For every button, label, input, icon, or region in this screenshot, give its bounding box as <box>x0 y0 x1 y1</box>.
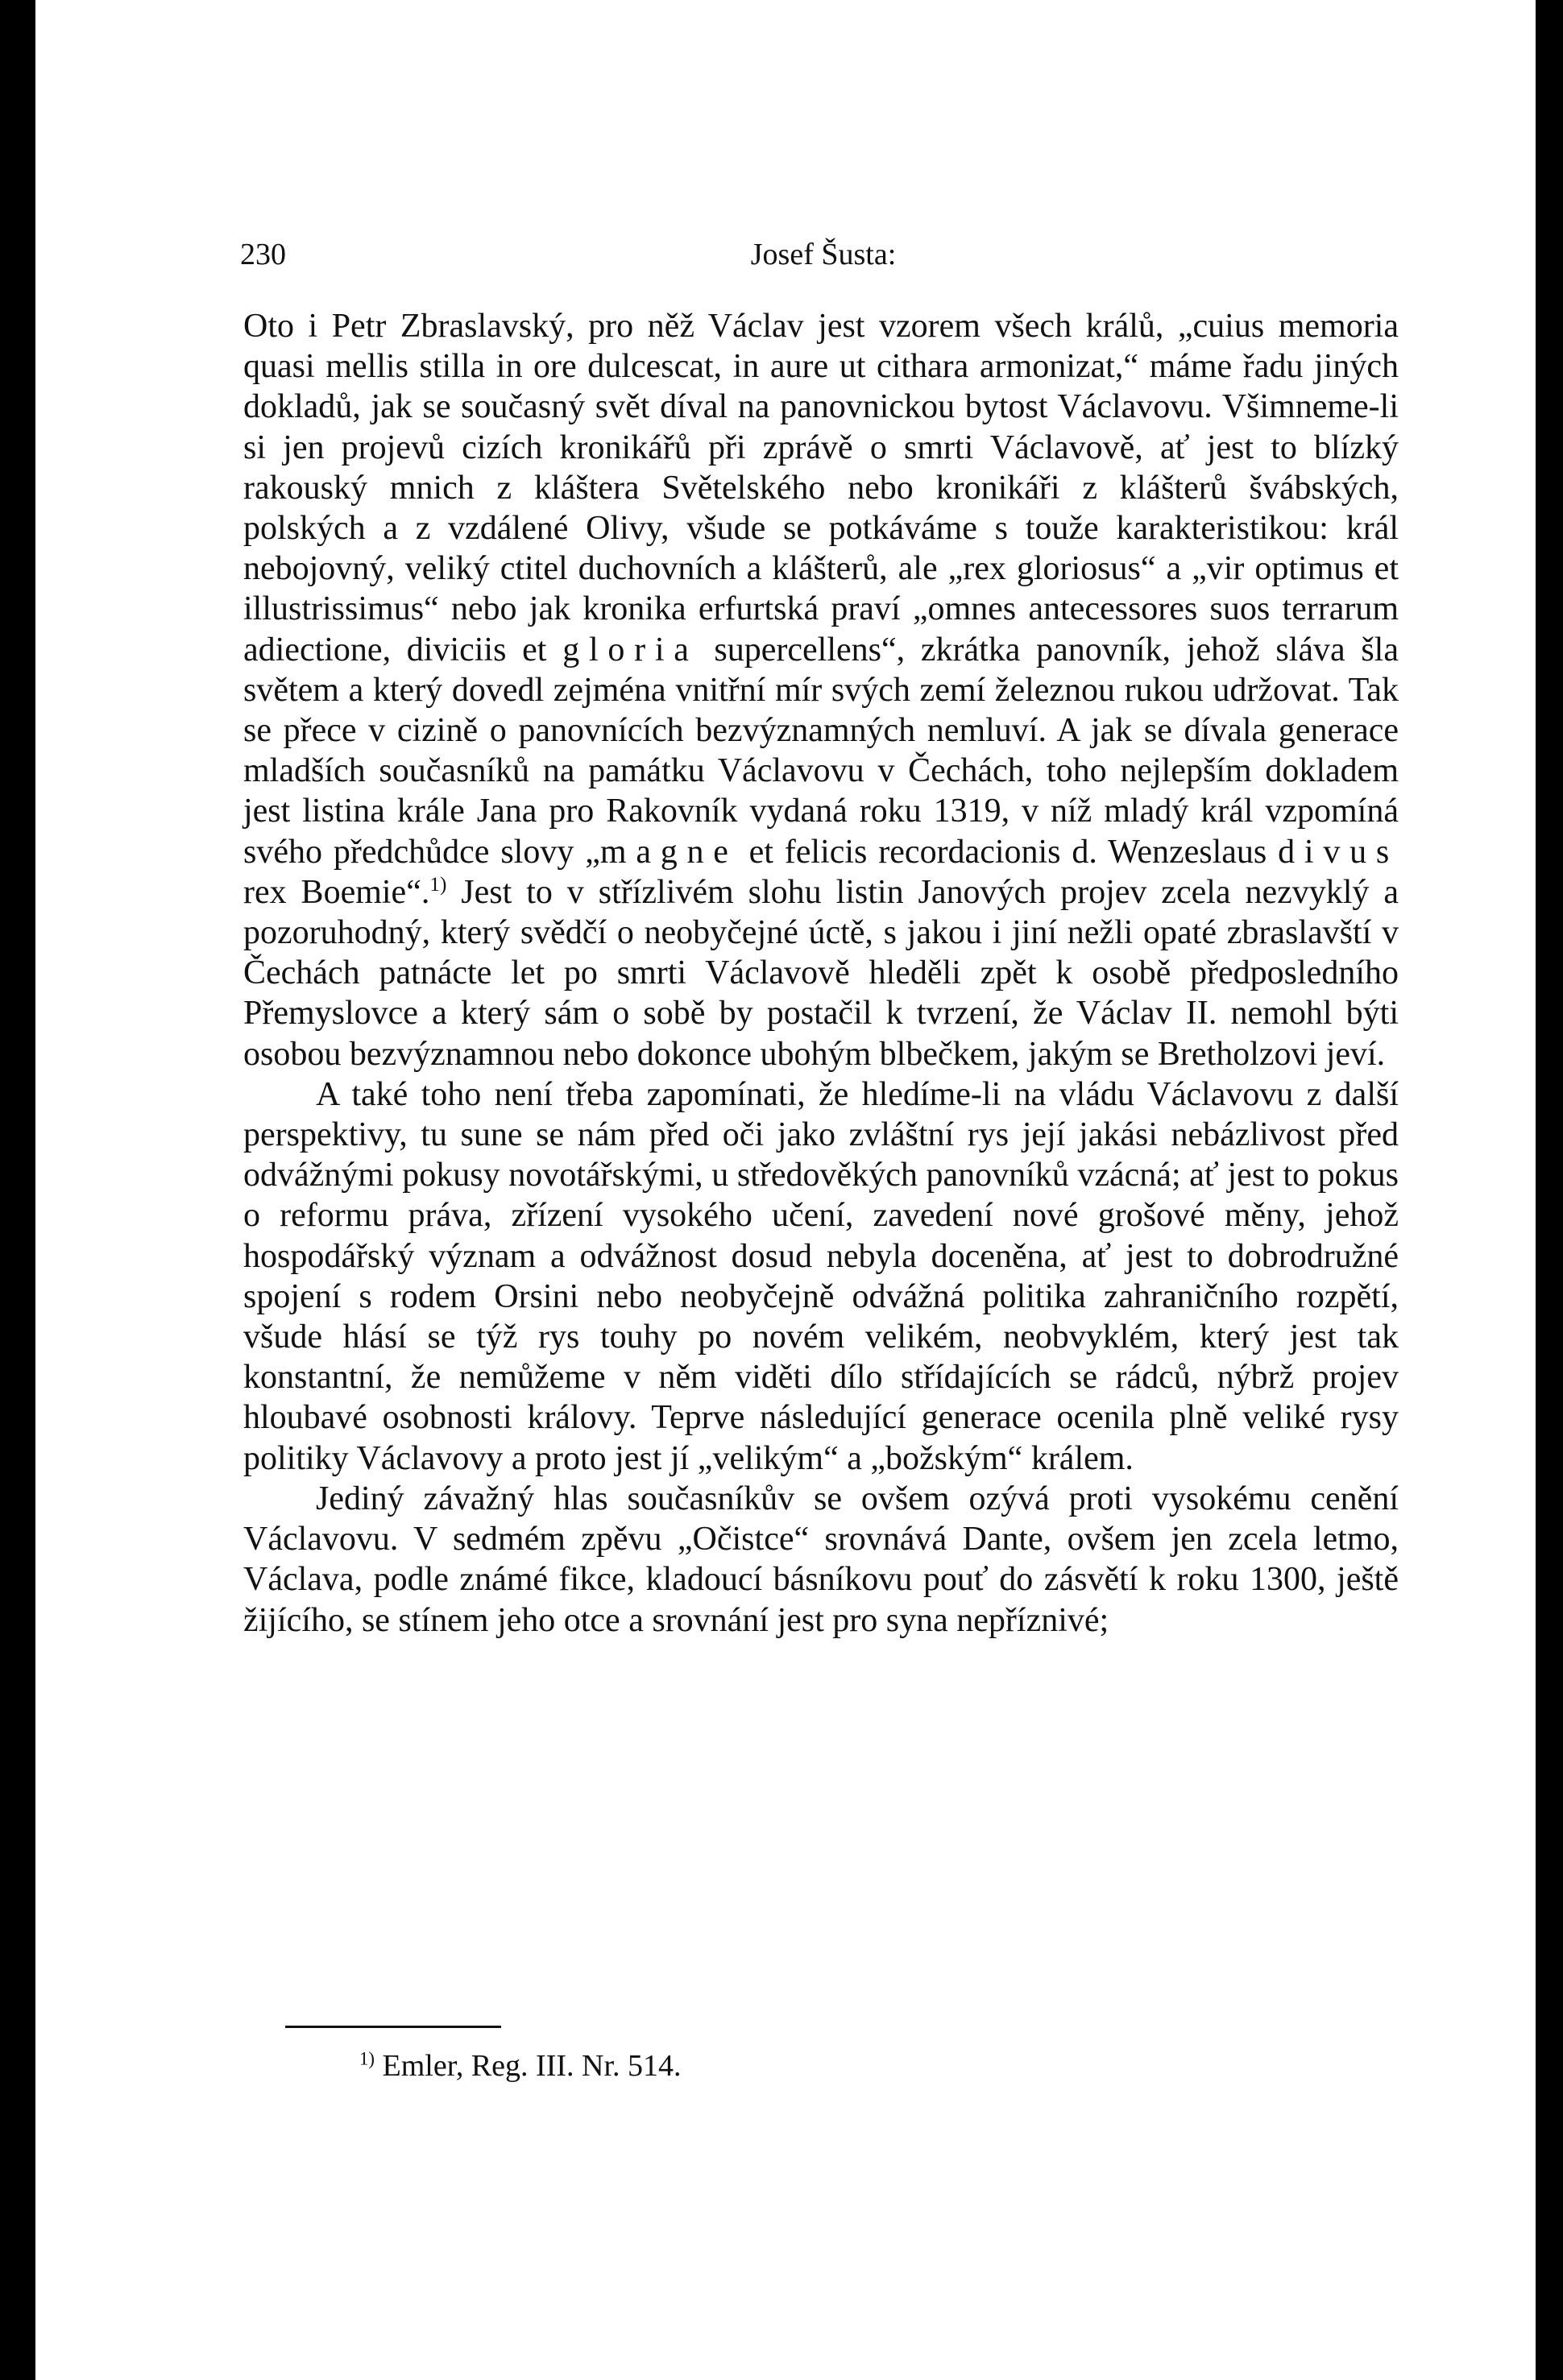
spaced-emphasis: gloria <box>562 631 699 668</box>
spaced-emphasis: divus <box>1278 833 1399 871</box>
body-text <box>243 306 1399 1641</box>
scan-edge <box>1536 0 1563 2380</box>
spaced-emphasis: magne <box>599 833 738 871</box>
running-header <box>240 237 1407 277</box>
text-segment: rex Boemie“. <box>243 873 430 911</box>
text-segment: Oto i Petr Zbraslavský, pro něž Václav jest vzorem všech králů, „cuius memoria quasi mellis stilla in ore dulcescat, in aure ut cithara armonizat,“ máme řadu jiných dokladů, jak se současný svět díval na panovnickou bytost Václavovu. Všimneme-li si jen projevů cizích kronikářů při zprávě o smrti Václavově, ať jest to blízký rakouský mnich z kláštera Světelského nebo kronikáři z klášterů švábských, polských a z vzdálené Olivy, všude se potkáváme s touže karakteristikou: král nebojovný, veliký ctitel duchovních a klášterů, ale „rex gloriosus“ a „vir optimus et illustrissimus“ nebo jak kronika erfurtská praví „omnes antecessores suos terrarum adiectione, diviciis et <box>243 308 1399 668</box>
text-segment: et felicis recordacionis d. Wenzeslaus <box>737 833 1279 871</box>
text-segment: A také toho není třeba zapomínati, že hledíme-li na vládu Václavovu z další perspektivy, tu sune se nám před oči jako zvláštní rys její jakási nebázlivost před odvážnými pokusy novotářskými, u středověkých panovníků vzácná; ať jest to pokus o reformu práva, zřízení vysokého učení, zavedení nové grošové měny, jehož hospodářský význam a odvážnost dosud nebyla doceněna, ať jest to dobrodružné spojení s rodem Orsini nebo neobyčejně odvážná politika zahraničního rozpětí, všude hlásí se týž rys touhy po novém velikém, neobvyklém, který jest tak konstantní, že nemůžeme v něm viděti dílo střídajících se rádců, nýbrž projev hloubavé osobnosti královy. Teprve následující generace ocenila plně veliké rysy politiky Václavovy a proto jest jí „velikým“ a „božským“ králem. <box>243 1075 1399 1477</box>
text-segment: supercellens“, zkrátka panovník, jehož sláva šla světem a který dovedl zejména vnitřní mír svých zemí železnou rukou udržovat. Tak se přece v cizině o panovnících bezvýznamných nemluví. A jak se dívala generace mladších současníků na památku Václavovu v Čechách, toho nejlepším dokladem jest listina krále Jana pro Rakovník vydaná roku 1319, v níž mladý král vzpomíná svého předchůdce slovy „ <box>243 631 1399 871</box>
paragraph <box>243 306 1399 1074</box>
page-number: 230 <box>240 238 286 271</box>
paragraph <box>243 1074 1399 1479</box>
footnote <box>359 2047 682 2084</box>
running-title: Josef Šusta: <box>750 238 897 271</box>
paragraph <box>243 1479 1399 1641</box>
footnote-text: Emler, Reg. III. Nr. 514. <box>375 2049 682 2083</box>
footnote-rule <box>285 2026 501 2028</box>
footnote-reference: 1) <box>429 873 447 896</box>
text-segment: Jediný závažný hlas současníkův se ovšem ozývá proti vysokému cenění Václavovu. V sedmém zpěvu „Očistce“ srovnává Dante, ovšem jen zcela letmo, Václava, podle známé fikce, kladoucí básníkovu pouť do zásvětí k roku 1300, ještě žijícího, se stínem jeho otce a srovnání jest pro syna nepříznivé; <box>243 1480 1399 1639</box>
book-page <box>35 0 1536 2380</box>
footnote-marker: 1) <box>359 2048 375 2069</box>
text-segment: Jest to v střízlivém slohu listin Janových projev zcela nezvyklý a pozoruhodný, který svědčí o neobyčejné úctě, s jakou i jiní nežli opaté zbraslavští v Čechách patnácte let po smrti Václavově hleděli zpět k osobě předposledního Přemyslovce a který sám o sobě by postačil k tvrzení, že Václav II. nemohl býti osobou bezvýznamnou nebo dokonce ubohým blbečkem, jakým se Bretholzovi jeví. <box>243 873 1399 1073</box>
